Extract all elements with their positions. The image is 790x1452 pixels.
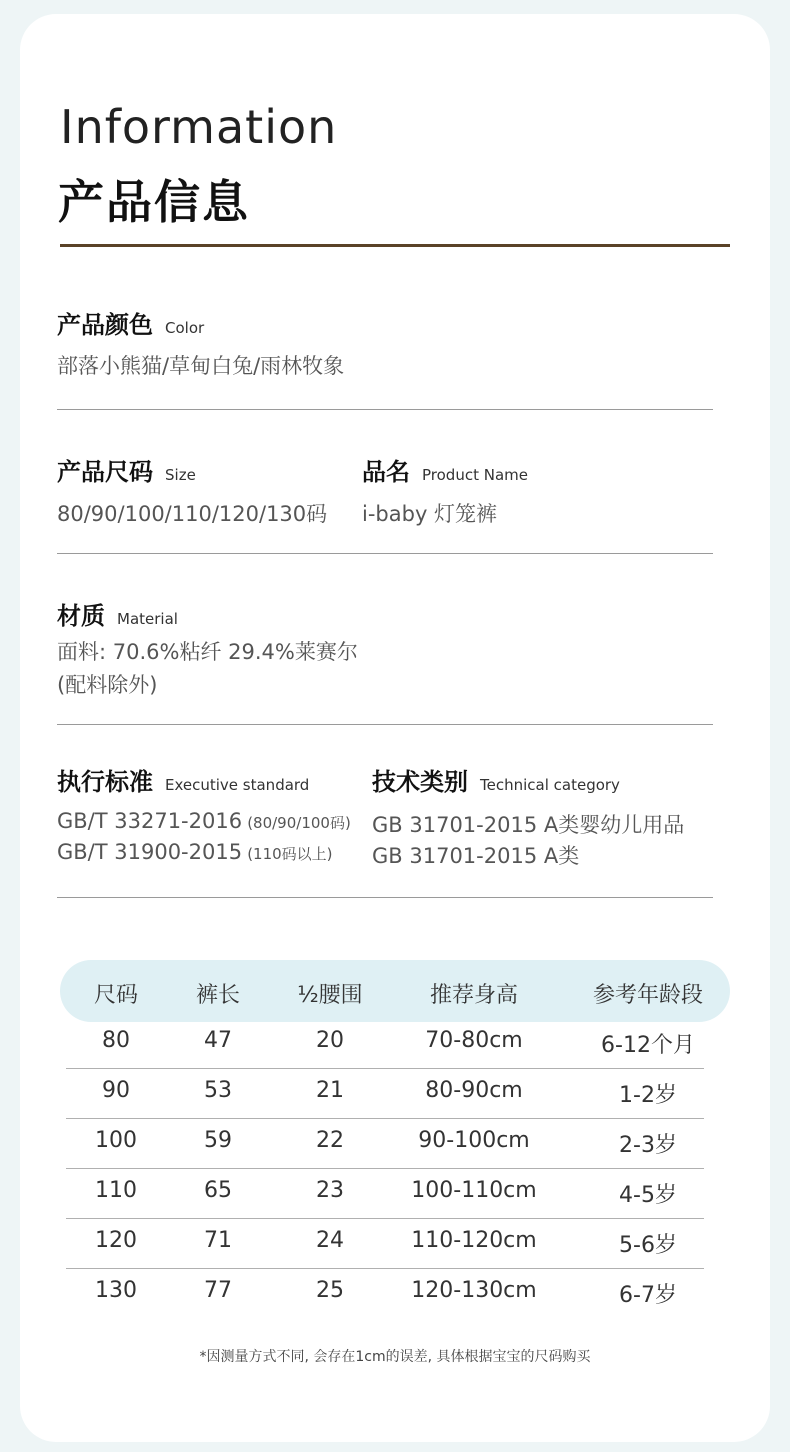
- size-label: 产品尺码: [57, 458, 153, 486]
- size-table-cell-half-waist: 23: [316, 1178, 344, 1203]
- standard-heading: [57, 762, 309, 797]
- size-table-header-size: 尺码: [93, 983, 138, 1008]
- standard-line-1-note: (80/90/100码): [247, 814, 351, 832]
- size-table-cell-length: 53: [204, 1078, 232, 1103]
- standard-line-1: [57, 809, 351, 833]
- category-label: 技术类别: [372, 768, 468, 796]
- table-row-divider: [66, 1168, 704, 1169]
- title-divider: [60, 244, 730, 247]
- material-line-2: (配料除外): [57, 673, 158, 697]
- size-table-cell-height: 120-130cm: [411, 1278, 537, 1303]
- size-table-cell-height: 90-100cm: [418, 1128, 530, 1153]
- size-table-cell-size: 110: [95, 1178, 137, 1203]
- category-label-en: Technical category: [480, 776, 620, 794]
- size-table-cell-height: 100-110cm: [411, 1178, 537, 1203]
- material-label-en: Material: [117, 610, 178, 628]
- size-table-cell-half-waist: 20: [316, 1028, 344, 1053]
- size-table-cell-half-waist: 25: [316, 1278, 344, 1303]
- size-table-cell-height: 110-120cm: [411, 1228, 537, 1253]
- size-table-header-length: 裤长: [195, 983, 240, 1008]
- size-table-cell-age: 5-6岁: [619, 1233, 677, 1258]
- size-table-cell-length: 65: [204, 1178, 232, 1203]
- size-table-cell-size: 100: [95, 1128, 137, 1153]
- standard-line-2-main: GB/T 31900-2015: [57, 840, 243, 864]
- category-line-2: GB 31701-2015 A类: [372, 844, 580, 868]
- size-heading: [57, 452, 196, 487]
- footnote: *因测量方式不同, 会存在1cm的误差, 具体根据宝宝的尺码购买: [199, 1349, 591, 1365]
- material-label: 材质: [57, 602, 105, 630]
- table-row-divider: [66, 1268, 704, 1269]
- size-table-cell-size: 90: [102, 1078, 130, 1103]
- table-row-divider: [66, 1118, 704, 1119]
- size-table-cell-age: 1-2岁: [619, 1083, 677, 1108]
- material-heading: [57, 596, 178, 631]
- size-table-cell-half-waist: 22: [316, 1128, 344, 1153]
- title-cn: 产品信息: [58, 175, 250, 229]
- divider: [57, 897, 713, 898]
- size-table-cell-half-waist: 21: [316, 1078, 344, 1103]
- standard-line-2-note: (110码以上): [247, 845, 333, 863]
- category-heading: [372, 762, 620, 797]
- standard-label-en: Executive standard: [165, 776, 310, 794]
- size-table-cell-size: 80: [102, 1028, 130, 1053]
- color-label: 产品颜色: [57, 311, 153, 339]
- size-value: 80/90/100/110/120/130码: [57, 502, 328, 526]
- title-en: Information: [60, 100, 338, 154]
- size-table-cell-length: 47: [204, 1028, 232, 1053]
- category-line-1: GB 31701-2015 A类婴幼儿用品: [372, 813, 685, 837]
- size-table-cell-size: 120: [95, 1228, 137, 1253]
- size-table-cell-height: 70-80cm: [425, 1028, 523, 1053]
- size-table-header-height: 推荐身高: [429, 983, 518, 1008]
- size-table-cell-age: 2-3岁: [619, 1133, 677, 1158]
- size-table-cell-length: 71: [204, 1228, 232, 1253]
- size-table-cell-age: 4-5岁: [619, 1183, 677, 1208]
- size-table-cell-size: 130: [95, 1278, 137, 1303]
- material-line-1: 面料: 70.6%粘纤 29.4%莱赛尔: [57, 640, 358, 664]
- divider: [57, 409, 713, 410]
- table-row-divider: [66, 1218, 704, 1219]
- size-table-cell-half-waist: 24: [316, 1228, 344, 1253]
- color-heading: [57, 305, 204, 340]
- standard-line-2: [57, 840, 333, 864]
- size-table-cell-age: 6-7岁: [619, 1283, 677, 1308]
- size-label-en: Size: [165, 466, 196, 484]
- product-name-heading: [362, 452, 528, 487]
- divider: [57, 553, 713, 554]
- product-name-label-en: Product Name: [422, 466, 528, 484]
- table-row-divider: [66, 1068, 704, 1069]
- size-table-cell-length: 77: [204, 1278, 232, 1303]
- color-label-en: Color: [165, 319, 205, 337]
- size-table-cell-age: 6-12个月: [601, 1033, 695, 1058]
- color-value: 部落小熊猫/草甸白兔/雨林牧象: [57, 354, 345, 378]
- size-table-header-age: 参考年龄段: [592, 983, 703, 1008]
- product-name-value: i-baby 灯笼裤: [362, 502, 498, 526]
- divider: [57, 724, 713, 725]
- size-table-cell-height: 80-90cm: [425, 1078, 523, 1103]
- size-table-cell-length: 59: [204, 1128, 232, 1153]
- standard-line-1-main: GB/T 33271-2016: [57, 809, 243, 833]
- standard-label: 执行标准: [57, 768, 153, 796]
- size-table-header-half-waist: ½腰围: [297, 983, 363, 1008]
- product-name-label: 品名: [362, 458, 410, 486]
